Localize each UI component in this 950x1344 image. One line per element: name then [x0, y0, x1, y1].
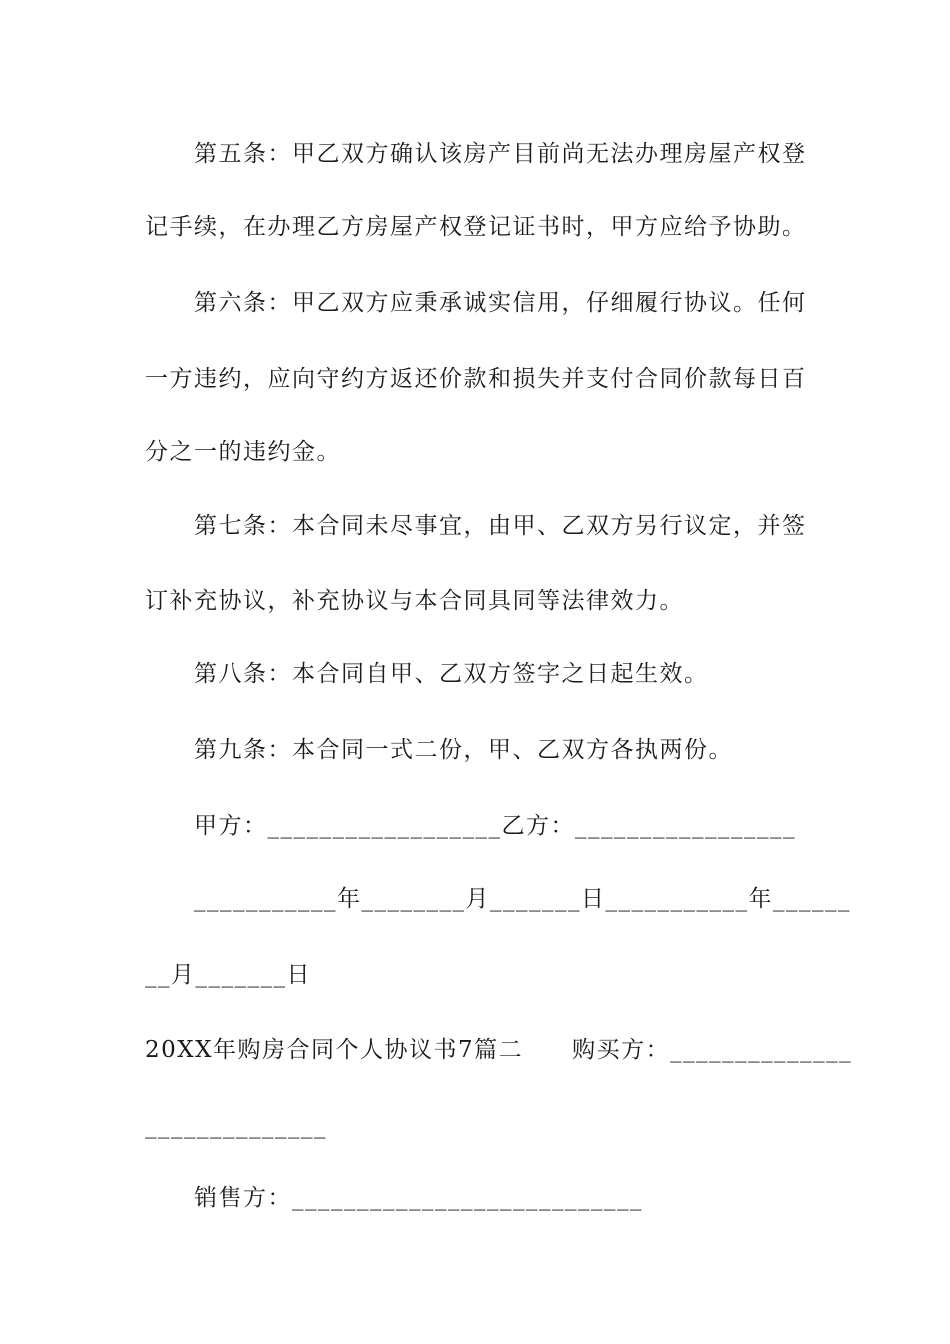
clause-5-line-2: 记手续，在办理乙方房屋产权登记证书时，甲方应给予协助。	[145, 214, 807, 240]
clause-9: 第九条：本合同一式二份，甲、乙双方各执两份。	[194, 737, 733, 763]
clause-7-line-2: 订补充协议，补充协议与本合同具同等法律效力。	[145, 588, 684, 614]
clause-5-line-1: 第五条：甲乙双方确认该房产目前尚无法办理房屋产权登	[194, 141, 807, 167]
contract-heading-buyer-line: 20XX年购房合同个人协议书7篇二 购买方：______________	[145, 1037, 853, 1063]
signature-party-line: 甲方：__________________乙方：_________________	[194, 813, 796, 839]
clause-6-line-1: 第六条：甲乙双方应秉承诚实信用，仔细履行协议。任何	[194, 290, 807, 316]
clause-6-line-2: 一方违约，应向守约方返还价款和损失并支付合同价款每日百	[145, 366, 807, 392]
buyer-line-continuation: ______________	[145, 1113, 327, 1139]
seller-line: 销售方：___________________________	[194, 1185, 643, 1211]
clause-8: 第八条：本合同自甲、乙双方签字之日起生效。	[194, 661, 709, 687]
clause-6-line-3: 分之一的违约金。	[145, 439, 341, 465]
clause-7-line-1: 第七条：本合同未尽事宜，由甲、乙双方另行议定，并签	[194, 513, 807, 539]
signature-date-continuation: __月_______日	[145, 962, 311, 988]
signature-date-line: ___________年________月_______日___________年______	[194, 886, 851, 912]
